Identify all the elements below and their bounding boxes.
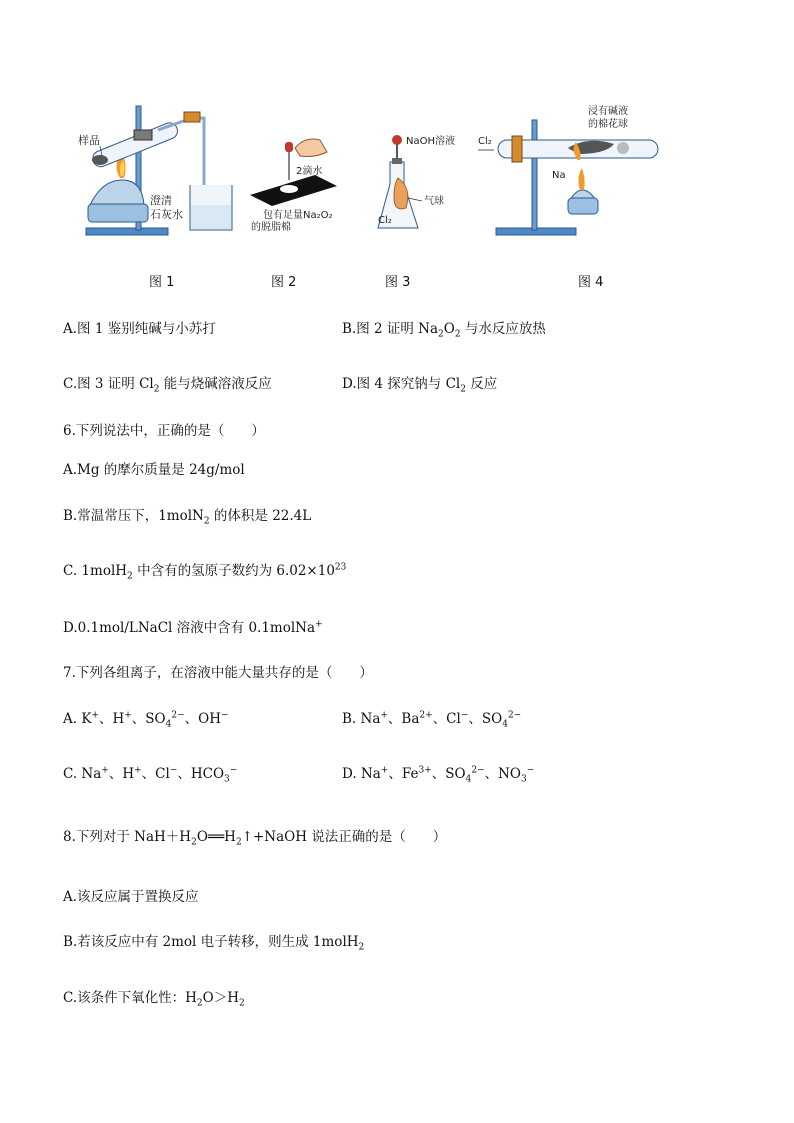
fig2-label-cotton-2: 的脱脂棉: [251, 222, 291, 233]
figure-1-caption: 图 1: [149, 275, 175, 290]
q5-option-c: C.图 3 证明 $Cl_2$ 能与烧碱溶液反应: [63, 376, 272, 395]
q6-option-a: A.Mg 的摩尔质量是 24g/mol: [63, 462, 245, 478]
fig4-label-na: Na: [552, 170, 566, 181]
fig1-label-limewater-2: 石灰水: [150, 208, 183, 221]
figure-1-apparatus: [72, 100, 242, 245]
q6-option-b: B.常温常压下，1molN$_2$ 的体积是 22.4L: [63, 508, 312, 527]
fig4-label-cl2: Cl₂: [478, 136, 492, 147]
q8-option-c: C.该条件下氧化性：$H_2O>H_2$: [63, 990, 245, 1009]
fig4-label-cotton-1: 浸有碱液: [588, 106, 628, 117]
q8-option-b: B.若该反应中有 2mol 电子转移，则生成 1molH$_2$: [63, 934, 365, 953]
q7-option-d: D. Na+、$Fe^{3+}$、$SO_4^{2-}$、$NO_3^-$: [342, 765, 535, 785]
figure-2-apparatus: [245, 128, 345, 238]
fig3-label-balloon: 气球: [424, 196, 444, 207]
q5-option-d: D.图 4 探究钠与 $Cl_2$ 反应: [342, 376, 498, 395]
figure-4-apparatus: [478, 100, 668, 240]
q7-option-a: A. K+、H+、$SO_4^{2-}$、OH−: [63, 710, 229, 730]
fig1-label-sample: 样品: [78, 134, 100, 147]
q6-stem: 6.下列说法中，正确的是（ ）: [63, 423, 265, 439]
figure-3-caption: 图 3: [385, 275, 411, 290]
q7-option-c: C. Na+、H+、Cl−、$HCO_3^-$: [63, 765, 238, 785]
q5-option-a: A.图 1 鉴别纯碱与小苏打: [63, 321, 216, 337]
q7-stem: 7.下列各组离子，在溶液中能大量共存的是（ ）: [63, 665, 373, 681]
figure-4-caption: 图 4: [578, 275, 604, 290]
fig2-label-water: 2滴水: [296, 166, 323, 177]
q8-stem: 8.下列对于 $NaH+H_2O══H_2↑+NaOH$ 说法正确的是（ ）: [63, 829, 447, 848]
figure-2-caption: 图 2: [271, 275, 297, 290]
q6-option-c: C. 1molH$_2$ 中含有的氢原子数约为 $6.02\times 10^{23}$: [63, 562, 347, 582]
fig2-label-cotton-1: 包有足量Na₂O₂: [263, 210, 333, 221]
q7-option-b: B. Na+、$Ba^{2+}$、Cl−、$SO_4^{2-}$: [342, 710, 522, 730]
q6-option-d: D.0.1mol/LNaCl 溶液中含有 0.1molNa+: [63, 619, 323, 636]
fig4-label-cotton-2: 的棉花球: [588, 119, 628, 130]
figure-3-apparatus: [372, 128, 472, 238]
fig1-label-limewater-1: 澄清: [150, 194, 172, 207]
fig3-label-naoh: NaOH溶液: [406, 136, 455, 147]
fig3-label-cl2: Cl₂: [378, 215, 392, 226]
q8-option-a: A.该反应属于置换反应: [63, 889, 199, 905]
q5-option-b: B.图 2 证明 $Na_2O_2$ 与水反应放热: [342, 321, 546, 340]
